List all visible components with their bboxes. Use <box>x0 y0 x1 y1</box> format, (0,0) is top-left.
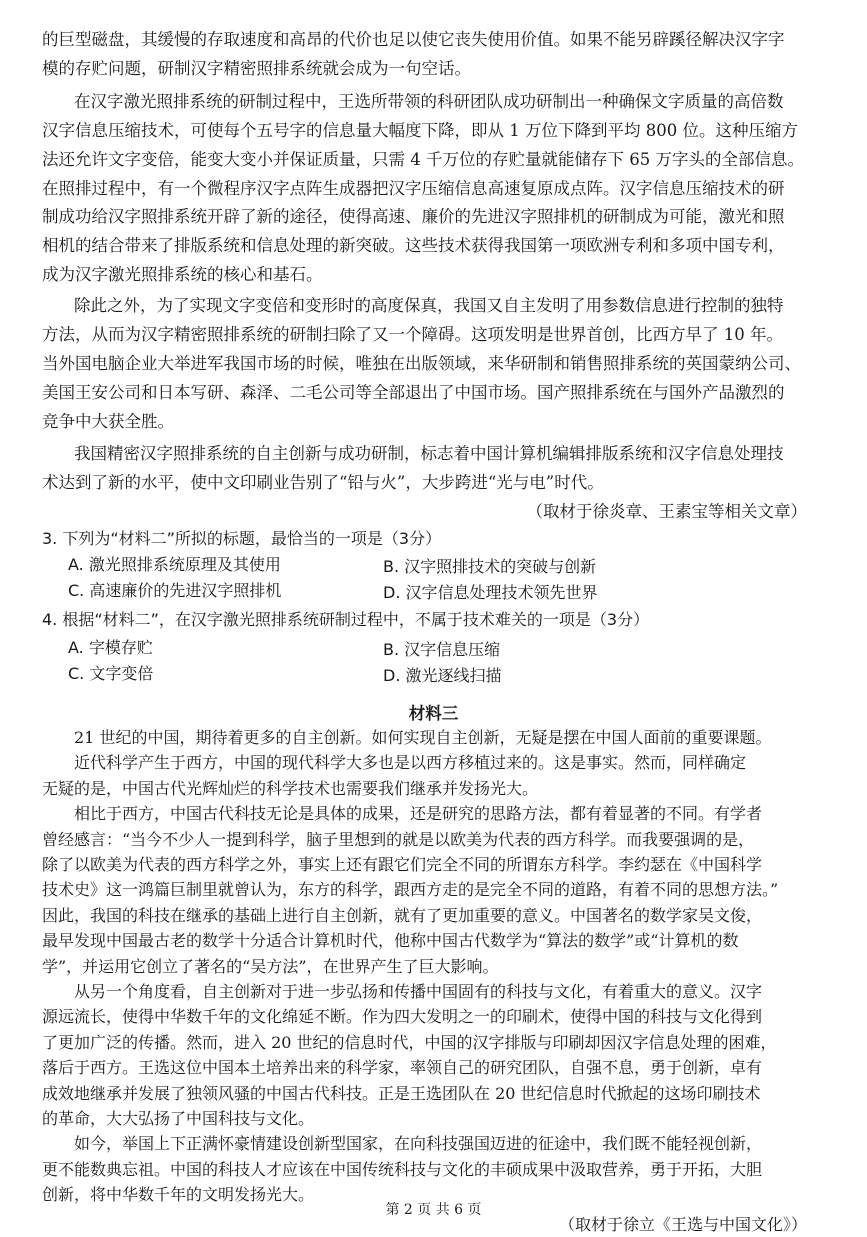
paragraph-line: 学”，并运用它创立了著名的“吴方法”，在世界产生了巨大影响。 <box>42 957 499 976</box>
q4-option-a[interactable]: A. 字模存贮 <box>68 638 153 657</box>
paragraph-line: 美国王安公司和日本写研、森泽、二毛公司等全部退出了中国市场。国产照排系统在与国外产品激烈的 <box>42 383 785 402</box>
paragraph-line: 模的存贮问题，研制汉字精密照排系统就会成为一句空话。 <box>42 59 471 78</box>
paragraph-line: 技术史》这一鸿篇巨制里就曾认为，东方的科学，跟西方走的是完全不同的道路，有着不同的思想方法。” <box>42 880 779 899</box>
paragraph-line: 成效地继承并发展了独领风骚的中国古代科技。正是王选团队在 20 世纪信息时代掀起的这场印刷技术 <box>42 1084 761 1103</box>
paragraph-line: 制成功给汉字照排系统开辟了新的途径，使得高速、廉价的先进汉字照排机的研制成为可能，激光和照 <box>42 207 785 226</box>
paragraph-line: 从另一个角度看，自主创新对于进一步弘扬和传播中国固有的科技与文化，有着重大的意义。汉字 <box>74 982 763 1001</box>
paragraph-line: 当外国电脑企业大举进军我国市场的时候，唯独在出版领域，来华研制和销售照排系统的英国蒙纳公司、 <box>42 354 801 373</box>
paragraph-line: 成为汉字激光照排系统的核心和基石。 <box>42 265 323 284</box>
q4-option-d[interactable]: D. 激光逐线扫描 <box>383 666 502 685</box>
q4-option-c[interactable]: C. 文字变倍 <box>68 664 154 683</box>
paragraph-line: 在汉字激光照排系统的研制过程中，王选所带领的科研团队成功研制出一种确保文字质量的高倍数 <box>74 92 784 111</box>
question-4-stem: 4. 根据“材料二”，在汉字激光照排系统研制过程中，不属于技术难关的一项是（3分） <box>42 610 650 629</box>
paragraph-line: 竞争中大获全胜。 <box>42 412 174 431</box>
page-footer: 第 2 页 共 6 页 <box>385 1202 482 1218</box>
paragraph-line: 除了以欧美为代表的西方科学之外，事实上还有跟它们完全不同的所谓东方科学。李约瑟在《中国科学 <box>42 855 763 874</box>
paragraph-line: 了更加广泛的传播。然而，进入 20 世纪的信息时代，中国的汉字排版与印刷却因汉字信息处理的困难， <box>42 1033 777 1052</box>
paragraph-line: 落后于西方。王选这位中国本土培养出来的科学家，率领自己的研究团队，自强不息，勇于创新，卓有 <box>42 1058 763 1077</box>
q3-option-c[interactable]: C. 高速廉价的先进汉字照排机 <box>68 581 282 600</box>
question-3-stem: 3. 下列为“材料二”所拟的标题，最恰当的一项是（3分） <box>42 529 442 548</box>
source-citation: （取材于徐立《王选与中国文化》） <box>558 1215 807 1234</box>
paragraph-line: 如今，举国上下正满怀豪情建设创新型国家，在向科技强国迈进的征途中，我们既不能轻视创新， <box>74 1134 763 1153</box>
q3-option-d[interactable]: D. 汉字信息处理技术领先世界 <box>383 583 598 602</box>
paragraph-line: 术达到了新的水平，使中文印刷业告别了“铅与火”，大步跨进“光与电”时代。 <box>42 473 604 492</box>
paragraph-line: 曾经感言：“当今不少人一提到科学，脑子里想到的就是以欧美为代表的西方科学。而我要强调的是， <box>42 830 755 849</box>
q4-option-b[interactable]: B. 汉字信息压缩 <box>383 640 501 659</box>
section-title: 材料三 <box>408 704 459 723</box>
paragraph-line: 21 世纪的中国，期待着更多的自主创新。如何实现自主创新，无疑是摆在中国人面前的重要课题。 <box>74 728 772 747</box>
paragraph-line: 最早发现中国最古老的数学十分适合计算机时代，他称中国古代数学为“算法的数学”或“计算机的数 <box>42 931 739 950</box>
paragraph-line: 的革命，大大弘扬了中国科技与文化。 <box>42 1109 315 1128</box>
paragraph-line: 相机的结合带来了排版系统和信息处理的新突破。这些技术获得我国第一项欧洲专利和多项中国专利， <box>42 236 785 255</box>
q3-option-b[interactable]: B. 汉字照排技术的突破与创新 <box>383 557 597 576</box>
paragraph-line: 创新，将中华数千年的文明发扬光大。 <box>42 1185 315 1204</box>
paragraph-line: 近代科学产生于西方，中国的现代科学大多也是以西方移植过来的。这是事实。然而，同样确定 <box>74 753 747 772</box>
paragraph-line: 除此之外，为了实现文字变倍和变形时的高度保真，我国又自主发明了用参数信息进行控制的独特 <box>74 296 784 315</box>
paragraph-line: 无疑的是，中国古代光辉灿烂的科学技术也需要我们继承并发扬光大。 <box>42 779 539 798</box>
paragraph-line: 相比于西方，中国古代科技无论是具体的成果，还是研究的思路方法，都有着显著的不同。有学者 <box>74 804 763 823</box>
paragraph-line: 在照排过程中，有一个微程序汉字点阵生成器把汉字压缩信息高速复原成点阵。汉字信息压缩技术的研 <box>42 179 785 198</box>
q3-option-a[interactable]: A. 激光照排系统原理及其使用 <box>68 555 281 574</box>
paragraph-line: 的巨型磁盘，其缓慢的存取速度和高昂的代价也足以使它丧失使用价值。如果不能另辟蹊径解决汉字字 <box>42 30 785 49</box>
paragraph-line: 我国精密汉字照排系统的自主创新与成功研制，标志着中国计算机编辑排版系统和汉字信息处理技 <box>74 444 784 463</box>
paragraph-line: 法还允许文字变倍，能变大变小并保证质量，只需 4 千万位的存贮量就能储存下 65 万字头的全部信息。 <box>42 150 804 169</box>
source-citation: （取材于徐炎章、王素宝等相关文章） <box>526 502 807 521</box>
paragraph-line: 汉字信息压缩技术，可使每个五号字的信息量大幅度下降，即从 1 万位下降到平均 800 位。这种压缩方 <box>42 121 798 140</box>
paragraph-line: 更不能数典忘祖。中国的科技人才应该在中国传统科技与文化的丰硕成果中汲取营养，勇于开拓，大胆 <box>42 1160 763 1179</box>
paragraph-line: 因此，我国的科技在继承的基础上进行自主创新，就有了更加重要的意义。中国著名的数学家吴文俊， <box>42 906 763 925</box>
paragraph-line: 源远流长，使得中华数千年的文化绵延不断。作为四大发明之一的印刷术，使得中国的科技与文化得到 <box>42 1007 763 1026</box>
paragraph-line: 方法，从而为汉字精密照排系统的研制扫除了又一个障碍。这项发明是世界首创，比西方早了 10 年。 <box>42 325 783 344</box>
